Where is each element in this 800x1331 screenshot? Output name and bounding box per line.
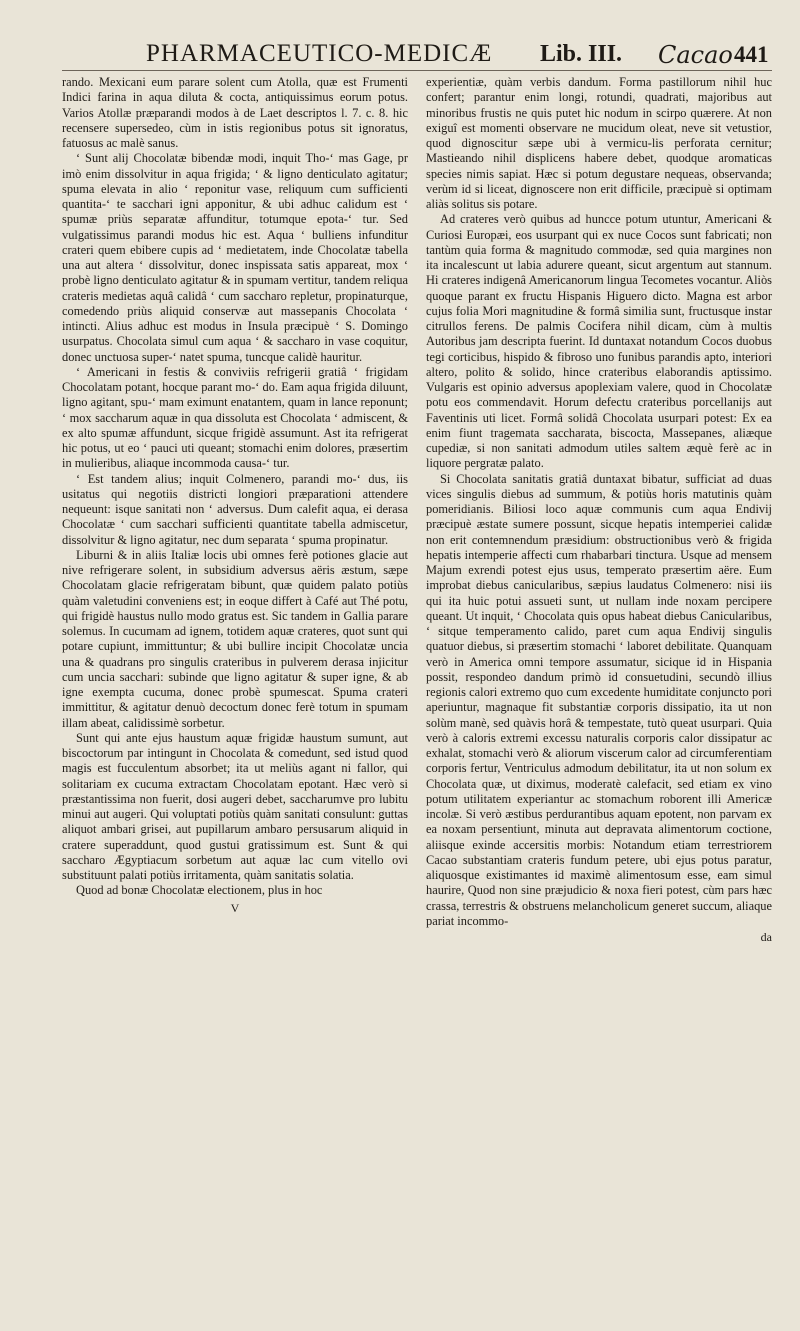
paragraph: Ad crateres verò quibus ad huncce potum utuntur, Americani & Curiosi Europæi, eos usurpant qui ex nuce Cocos sunt fabricati; non tantùm quia forma & magnitudo commodæ, sed quia margines non ita incalescunt ut labia adurere queant, sicut argentum aut stannum. Hi crateres indigenâ Americanorum lingua Tecometes vocantur. Aliòs quoque parant ex fructu Hispanis Higuero dicto. Magna est arbor cujus folia Mori magnitudine & formâ similia sunt, fructusque instar citrullos ferens. De palmis Cocifera nihil dicam, cùm à multis Autoribus jam descripta fuerint. Id duntaxat notandum Cocos duobus tegi corticibus, hispido & fibroso uno funibus parandis apto, interiori altero, polito & solido, hince crateribus elaborandis aptissimo. Vulgaris est opinio adversus apoplexiam valere, quod in Chocolatæ potu eos commendavit. Horum defectu crateribus porcellanijs aut Faventinis uti licet. Formâ solidâ Chocolata usurpari potest: Ex ea enim fiunt tragemata saccharata, biscocta, Massepanes, aliæque cupediæ, si non sanitati admodum utiles saltem æquè ferè ac in liquore pergratæ palato.: [426, 212, 772, 471]
right-column: [426, 75, 772, 945]
paragraph: ‘ Americani in festis & conviviis refrigerii gratiâ ‘ frigidam Chocolatam potant, hocque parant mo-‘ do. Eam aqua frigida diluunt, ligno agitant, spu-‘ mam eximunt enatantem, quam in lance reponunt; ‘ mox saccharum aquæ in qua dissoluta est Chocolata ‘ admiscent, & ex alto spumæ affundunt, sicque frigidè assumunt. Ast ita refrigerat hic potus, ut eo ‘ pauci uti queant; stomachi enim dolores, præsertim in mulieribus, aliaque incommoda causa-‘ tur.: [62, 364, 408, 471]
book-reference: Lib. III.: [540, 41, 623, 67]
paragraph: ‘ Sunt alij Chocolatæ bibendæ modi, inquit Tho-‘ mas Gage, pr imò enim dissolvitur in aqua frigida; ‘ & ligno denticulato agitatur; spuma elevata in alio ‘ reponitur vase, reliquum cum sufficienti quantita-‘ te sacchari igni apponitur, & ubi adhuc calidum est ‘ spumæ priùs separatæ affunditur, totumque epota-‘ tur. Sed vulgatissimus parandi modus hic est. Aqua ‘ bulliens infunditur crateri quem ebibere cupis ad ‘ medietatem, inde Chocolatæ tabella una aut altera ‘ dissolvitur, donec inspissata satis appareat, mox ‘ probè ligno denticulato agitatur & in spumam vertitur, tandem reliqua crateris medietas aquâ calidâ ‘ cum saccharo repletur, propinaturque, comedendo priùs aliquid conservæ aut massepanis Chocolata ‘ intincti. Alius adhuc est modus in Insula præcipuè ‘ S. Domingo usurpatus. Chocolata simul cum aqua ‘ & saccharo in vase coquitur, donec unctuosa super-‘ natet spuma, tuncque calidè hauritur.: [62, 151, 408, 364]
paragraph: Liburni & in aliis Italiæ locis ubi omnes ferè potiones glacie aut nive refrigerare solent, in subsidium adversus aëris æstum, sæpe Chocolatam glacie refrigeratam bibunt, quæ quidem palato potiùs quàm valetudini conveniens est; in eoque differt à Café aut Thé potu, qui frigidè haustus nullo modo gratus est. Sic tandem in Gallia parare solemus. In cucumam ad ignem, totidem aquæ crateres, quot sunt qui potare cupiunt, immittuntur; & ubi bullire incipit Chocolatæ uncia una & quadrans pro singulis crateribus in pulverem derasa injicitur cum uncia sacchari: subinde que ligno agitatur & super igne, & ab igne exempta cucuma, donec probè spumescat. Spuma crateri immittitur, & agitatur denuò decoctum donec ferè totum in spumam illam abeat, calidissimè sorbetur.: [62, 547, 408, 730]
paragraph: Sunt qui ante ejus haustum aquæ frigidæ haustum sumunt, aut biscoctorum par intingunt in Chocolata & comedunt, sed istud quod magis est fucculentum absorbet; ita ut meliùs agant ni fallor, qui solitariam ex cucuma extractam Chocolatam epotant. Hæc verò si præstantissima non fuerit, dosi augeri debet, saccharumve pro lubitu minui aut augeri. Qui voluptati potiùs quàm sanitati consulunt: guttas aliquot ambari grisei, aut pupillarum ambaro persusarum aliquid in cratere superaddunt, quod gustui gratissimum est. Sunt & qui saccharo Ægyptiacum sorbetum aut aquæ lac cum vitello ovi substituunt palati potiùs irritamenta, quàm sanitatis solatia.: [62, 730, 408, 882]
page-header: [62, 40, 772, 71]
text-columns: [62, 75, 772, 945]
paragraph: Quod ad bonæ Chocolatæ electionem, plus in hoc: [76, 883, 323, 898]
page-number: 441: [734, 42, 769, 67]
paragraph: Si Chocolata sanitatis gratiâ duntaxat bibatur, sufficiat ad duas vices singulis diebus ad summum, & potiùs horis matutinis quàm pomeridianis. Biliosi loco aquæ communis cum aqua Endivij præcipuè æstate sumere possunt, sicque hepatis intemperiei calidæ non erit contemnendum præsidium: obstructionibus verò & frigida hepatis intemperie affecti cum rhabarbari tinctura. Usque ad mensem Majum exrendi potest ejus usus, temperato præsertim aëre. Eum improbat diebus canicularibus, sæpius laudatus Colmenero: nisi iis qui ita huic potui assueti sunt, ut nullam inde noxam percipere queant. Ut inquit, ‘ Chocolata quis opus habeat diebus Canicularibus, ‘ sitque temperamento calido, paret cum aqua Endivij singulis quatuor diebus, si præsertim stomachi ‘ laboret debilitate. Quanquam verò in America omni tempore assumatur, sicique id in Hispania possit, respondeo dandum primò id consuetudini, secundò illius regionis calori extremo quo cum excedente humiditate conjuncto pori aperiuntur, magnaque fit substantiæ corporis dissipatio, ita ut non solùm manè, sed quàvis horâ & tempestate, tutò queat usurpari. Quia verò à caloris extremi excessu naturalis corporis calor dissipatur ac exhalat, stomachi verò & aliorum viscerum calor ad circumferentiam corporis fertur, Ventriculus admodum debilitatur, ita ut non solum ex Chocolata quæ, ut diximus, moderatè calefacit, sed etiam ex vino potum utilitatem experiantur ac stomachum roborent illi Americæ incolæ. Si verò æstibus perdurantibus aquam epotent, non parvam ex ea noxam persentiunt, minuta aut depravata alimentorum coctione, aliisque exinde accersitis morbis: Notandum etiam terrestriorem Cacao substantiam crateris fundum petere, ubi ejus potus paratur, aliquosque existimantes id maximè alimentosum esse, eam simul haurire, Quod non sine præjudicio & noxa fieri potest, cùm pars hæc crassa, terrestris & obstruens melancholicum generet succum, aliaque pariat incommo-: [426, 471, 772, 928]
running-head: PHARMACEUTICO-MEDICÆ: [146, 40, 493, 67]
signature-mark: V: [230, 900, 240, 915]
left-column: [62, 75, 408, 945]
paragraph: ‘ Est tandem alius; inquit Colmenero, parandi mo-‘ dus, iis usitatus qui negotiis districti longiori præparationi attendere nequeunt: isque sanitati non ‘ adversus. Dum calefit aqua, ei derasa Chocolatæ ‘ cum sacchari sufficienti quantitate tabella admiscetur, dissolvitur & ligno agitatur, nec dum separata ‘ spuma propinatur.: [62, 471, 408, 547]
paragraph: experientiæ, quàm verbis dandum. Forma pastillorum nihil huc confert; parantur enim longi, rotundi, quadrati, majoribus aut minoribus frustis ne quis putet hic nodum in scirpo quærere. At non exiguî est momenti observare ne mucidum oleat, neve sit vetustior, quod dignoscitur sæpe ubi à vermicu-lis perforata cernitur; Mastieando nihil displicens habere debet, quodque aromaticas species nimis sapiat. Hæc si potum degustare nequeas, observanda; verùm id si liceat, dignoscere non erit difficile, præcipuè si optimam aliàs solitus sis potare.: [426, 75, 772, 211]
catchword: da: [760, 930, 772, 944]
paragraph: rando. Mexicani eum parare solent cum Atolla, quæ est Frumenti Indici farina in aqua diluta & cocta, antiquissimus eorum potus. Varios Atollæ præparandi modos à de Laet descriptos l. 7. c. 8. hic recensere supersedeo, cùm in istis regionibus potus sit ignoratus, fatuosus ac malè sanus.: [62, 75, 408, 150]
handwritten-margin-note: Cacao: [658, 41, 733, 69]
